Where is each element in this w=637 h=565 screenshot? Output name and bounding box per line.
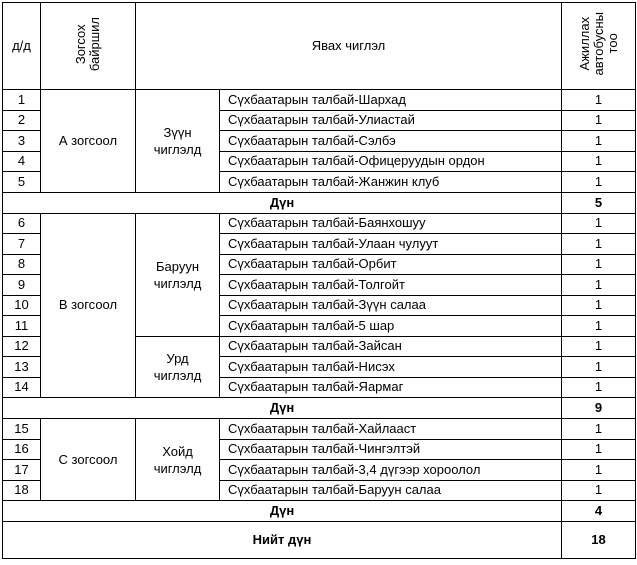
bus-route-table bbox=[2, 2, 636, 559]
route-cell: Сүхбаатарын талбай-Орбит bbox=[220, 254, 562, 275]
row-index: 11 bbox=[3, 316, 41, 337]
table-body bbox=[3, 90, 636, 559]
row-index: 13 bbox=[3, 357, 41, 378]
row-index: 14 bbox=[3, 377, 41, 398]
count-cell: 1 bbox=[562, 90, 636, 111]
table-row bbox=[3, 213, 636, 234]
route-cell: Сүхбаатарын талбай-Шархад bbox=[220, 90, 562, 111]
count-cell: 1 bbox=[562, 110, 636, 131]
location-cell: С зогсоол bbox=[41, 419, 136, 501]
direction-line2: чиглэлд bbox=[153, 141, 202, 157]
route-cell: Сүхбаатарын талбай-Баруун салаа bbox=[220, 480, 562, 501]
route-cell: Сүхбаатарын талбай-Зайсан bbox=[220, 336, 562, 357]
count-cell: 1 bbox=[562, 357, 636, 378]
count-cell: 1 bbox=[562, 172, 636, 193]
row-index: 17 bbox=[3, 460, 41, 481]
header-location-line1: Зогсох bbox=[73, 24, 88, 64]
direction-line1: Баруун bbox=[155, 258, 200, 274]
subtotal-value: 9 bbox=[562, 398, 636, 419]
row-index: 10 bbox=[3, 295, 41, 316]
subtotal-value: 5 bbox=[562, 192, 636, 213]
count-cell: 1 bbox=[562, 254, 636, 275]
row-index: 7 bbox=[3, 234, 41, 255]
direction-line1: Хойд bbox=[162, 443, 193, 459]
route-cell: Сүхбаатарын талбай-Офицеруудын ордон bbox=[220, 151, 562, 172]
route-cell: Сүхбаатарын талбай-Нисэх bbox=[220, 357, 562, 378]
row-index: 6 bbox=[3, 213, 41, 234]
subtotal-label: Дүн bbox=[3, 398, 562, 419]
direction-cell bbox=[136, 213, 220, 336]
header-count-line2: автобусны bbox=[590, 12, 606, 76]
route-cell: Сүхбаатарын талбай-Баянхошуу bbox=[220, 213, 562, 234]
count-cell: 1 bbox=[562, 336, 636, 357]
route-cell: Сүхбаатарын талбай-Сэлбэ bbox=[220, 131, 562, 152]
count-cell: 1 bbox=[562, 295, 636, 316]
row-index: 8 bbox=[3, 254, 41, 275]
count-cell: 1 bbox=[562, 275, 636, 296]
row-index: 12 bbox=[3, 336, 41, 357]
row-index: 2 bbox=[3, 110, 41, 131]
row-index: 15 bbox=[3, 419, 41, 440]
grand-total-row bbox=[3, 522, 636, 559]
route-cell: Сүхбаатарын талбай-Зүүн салаа bbox=[220, 295, 562, 316]
count-cell: 1 bbox=[562, 460, 636, 481]
direction-cell bbox=[136, 419, 220, 501]
direction-line2: чиглэлд bbox=[153, 367, 202, 383]
direction-line2: чиглэлд bbox=[153, 460, 202, 476]
header-count bbox=[562, 3, 636, 90]
row-index: 5 bbox=[3, 172, 41, 193]
route-cell: Сүхбаатарын талбай-Улаан чулуут bbox=[220, 234, 562, 255]
count-cell: 1 bbox=[562, 419, 636, 440]
row-index: 16 bbox=[3, 439, 41, 460]
row-index: 18 bbox=[3, 480, 41, 501]
subtotal-value: 4 bbox=[562, 501, 636, 522]
header-location bbox=[41, 3, 136, 90]
route-cell: Сүхбаатарын талбай-Чингэлтэй bbox=[220, 439, 562, 460]
row-index: 3 bbox=[3, 131, 41, 152]
direction-line1: Зүүн bbox=[163, 124, 192, 140]
count-cell: 1 bbox=[562, 234, 636, 255]
header-count-line1: Ажиллах bbox=[576, 17, 592, 71]
route-cell: Сүхбаатарын талбай-Улиастай bbox=[220, 110, 562, 131]
subtotal-row bbox=[3, 501, 636, 522]
route-cell: Сүхбаатарын талбай-Толгойт bbox=[220, 275, 562, 296]
count-cell: 1 bbox=[562, 377, 636, 398]
row-index: 9 bbox=[3, 275, 41, 296]
header-route: Явах чиглэл bbox=[136, 3, 562, 90]
route-cell: Сүхбаатарын талбай-Яармаг bbox=[220, 377, 562, 398]
route-cell: Сүхбаатарын талбай-Жанжин клуб bbox=[220, 172, 562, 193]
grand-total-value: 18 bbox=[562, 522, 636, 559]
direction-cell bbox=[136, 90, 220, 193]
table-row bbox=[3, 419, 636, 440]
header-index: д/д bbox=[3, 3, 41, 90]
route-cell: Сүхбаатарын талбай-3,4 дүгээр хороолол bbox=[220, 460, 562, 481]
subtotal-label: Дүн bbox=[3, 501, 562, 522]
count-cell: 1 bbox=[562, 439, 636, 460]
direction-line2: чиглэлд bbox=[153, 275, 202, 291]
location-cell: А зогсоол bbox=[41, 90, 136, 193]
header-location-text bbox=[74, 17, 102, 71]
row-index: 4 bbox=[3, 151, 41, 172]
route-cell: Сүхбаатарын талбай-Хайлааст bbox=[220, 419, 562, 440]
header-row bbox=[3, 3, 636, 90]
count-cell: 1 bbox=[562, 480, 636, 501]
direction-cell bbox=[136, 336, 220, 398]
count-cell: 1 bbox=[562, 151, 636, 172]
subtotal-label: Дүн bbox=[3, 192, 562, 213]
grand-total-label: Нийт дүн bbox=[3, 522, 562, 559]
count-cell: 1 bbox=[562, 213, 636, 234]
count-cell: 1 bbox=[562, 131, 636, 152]
header-count-text bbox=[578, 12, 620, 75]
location-cell: В зогсоол bbox=[41, 213, 136, 398]
count-cell: 1 bbox=[562, 316, 636, 337]
table-row bbox=[3, 90, 636, 111]
row-index: 1 bbox=[3, 90, 41, 111]
subtotal-row bbox=[3, 398, 636, 419]
header-count-line3: тоо bbox=[604, 33, 620, 55]
subtotal-row bbox=[3, 192, 636, 213]
direction-line1: Урд bbox=[166, 350, 189, 366]
route-cell: Сүхбаатарын талбай-5 шар bbox=[220, 316, 562, 337]
header-location-line2: байршил bbox=[87, 16, 102, 72]
